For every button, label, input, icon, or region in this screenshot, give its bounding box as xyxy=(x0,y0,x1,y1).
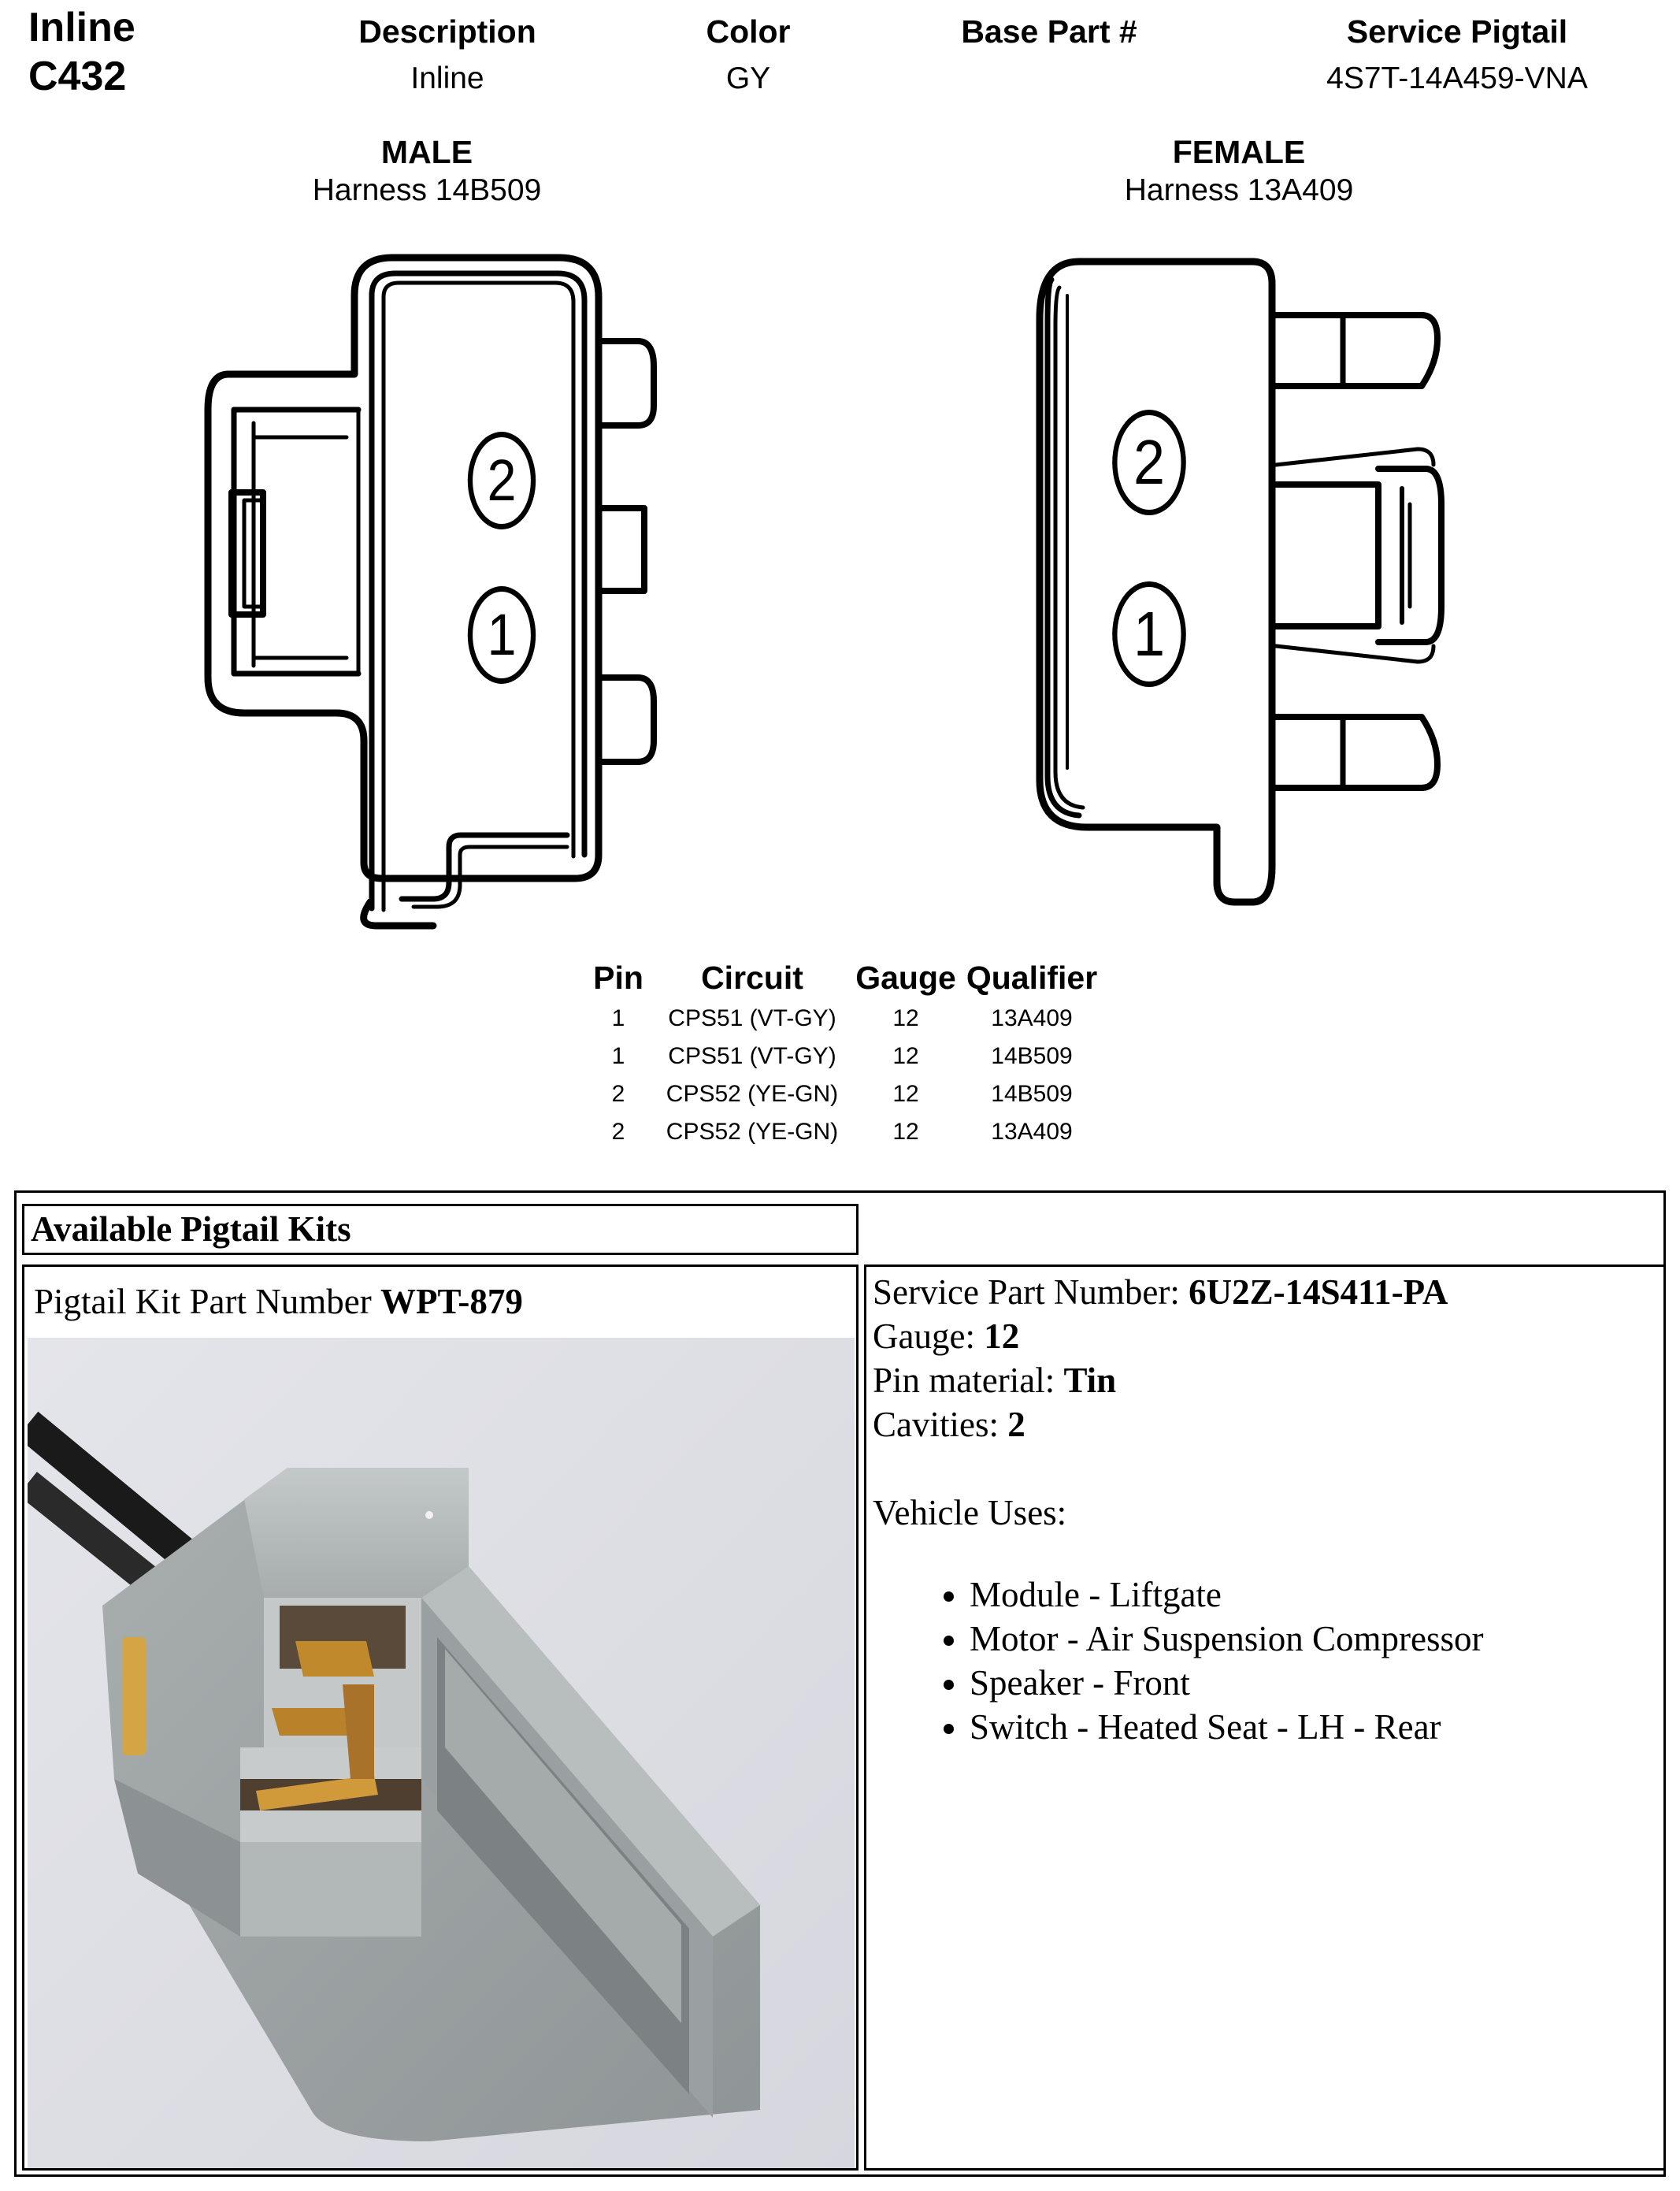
table-row xyxy=(579,1113,1099,1151)
service-pigtail-label: Service Pigtail xyxy=(1346,13,1568,50)
list-item: • Motor - Air Suspension Compressor xyxy=(970,1617,1663,1661)
gauge-header: Gauge xyxy=(855,960,956,996)
circuit-cell: CPS52 (YE-GN) xyxy=(666,1081,839,1107)
pin-cell: 2 xyxy=(611,1119,625,1145)
connector-type: Inline xyxy=(28,5,135,50)
pigtail-kit-panel xyxy=(22,1264,859,2171)
kit-label: Pigtail Kit Part Number xyxy=(34,1282,372,1321)
pin-table-header xyxy=(579,956,1099,1000)
qualifier-cell: 13A409 xyxy=(991,1119,1073,1145)
kit-number: WPT-879 xyxy=(380,1282,523,1321)
gauge-cell: 12 xyxy=(892,1119,919,1145)
circuit-header: Circuit xyxy=(701,960,803,996)
color-label: Color xyxy=(706,13,791,50)
table-row xyxy=(579,1075,1099,1113)
description-value: Inline xyxy=(410,61,484,95)
female-title: FEMALE xyxy=(1172,134,1306,170)
qualifier-cell: 14B509 xyxy=(991,1081,1073,1107)
circuit-cell: CPS51 (VT-GY) xyxy=(668,1043,836,1069)
qualifier-header: Qualifier xyxy=(966,960,1098,996)
pigtail-kit-details xyxy=(864,1264,1666,2171)
table-row xyxy=(579,1038,1099,1075)
male-pin-2-label: 2 xyxy=(487,447,517,513)
service-part-value: 6U2Z-14S411-PA xyxy=(1189,1272,1448,1312)
pin-table xyxy=(579,956,1099,1151)
female-terminal-bottom xyxy=(1276,717,1437,788)
side-latch xyxy=(122,1637,146,1755)
circuit-cell: CPS52 (YE-GN) xyxy=(666,1119,839,1145)
service-part-label: Service Part Number: xyxy=(873,1272,1180,1312)
qualifier-cell: 13A409 xyxy=(991,1005,1073,1031)
circuit-cell: CPS51 (VT-GY) xyxy=(668,1005,836,1031)
spacer xyxy=(873,1446,1663,1491)
connector-id: C432 xyxy=(28,54,127,99)
gauge-label: Gauge: xyxy=(873,1316,975,1356)
pin-header: Pin xyxy=(593,960,643,996)
gauge-cell: 12 xyxy=(892,1081,919,1107)
cavities-value: 2 xyxy=(1007,1405,1025,1444)
male-title: MALE xyxy=(380,134,473,170)
service-pigtail-column xyxy=(1292,11,1623,99)
pigtail-kits-heading: Available Pigtail Kits xyxy=(22,1204,859,1255)
male-blade-mid xyxy=(603,508,644,591)
male-pin-2-circle xyxy=(468,432,536,529)
gauge-value: 12 xyxy=(984,1316,1020,1356)
description-column xyxy=(282,11,613,99)
male-heading xyxy=(206,132,647,210)
male-blade-top xyxy=(603,341,654,425)
pin-material-line xyxy=(873,1358,1663,1402)
male-blade-bottom xyxy=(603,678,654,762)
male-pin-1-label: 1 xyxy=(487,602,517,667)
male-connector-diagram xyxy=(197,248,669,941)
female-pin-1-circle xyxy=(1112,581,1186,687)
base-part-column xyxy=(884,11,1215,58)
pin-material-value: Tin xyxy=(1063,1361,1117,1400)
vehicle-uses-list xyxy=(873,1573,1663,1749)
female-pin-2-circle xyxy=(1112,410,1186,515)
pin-cell: 2 xyxy=(611,1081,625,1107)
gauge-cell: 12 xyxy=(892,1043,919,1069)
female-heading xyxy=(1018,132,1459,210)
vehicle-uses-label: Vehicle Uses: xyxy=(873,1493,1067,1532)
female-harness: Harness 13A409 xyxy=(1124,173,1354,207)
female-pin-1-label: 1 xyxy=(1133,599,1166,669)
pigtail-kit-part-number xyxy=(34,1279,856,1324)
female-connector-diagram xyxy=(1024,252,1465,930)
list-item: • Switch - Heated Seat - LH - Rear xyxy=(970,1705,1663,1749)
cavities-label: Cavities: xyxy=(873,1405,999,1444)
pin-material-label: Pin material: xyxy=(873,1361,1055,1400)
pin-cell: 1 xyxy=(611,1043,625,1069)
female-terminal-top xyxy=(1276,315,1437,386)
cavities-line xyxy=(873,1402,1663,1446)
female-pin-2-label: 2 xyxy=(1133,427,1166,497)
male-harness: Harness 14B509 xyxy=(312,173,542,207)
service-pigtail-value: 4S7T-14A459-VNA xyxy=(1326,61,1588,95)
gauge-cell: 12 xyxy=(892,1005,919,1031)
color-value: GY xyxy=(725,61,771,95)
color-column xyxy=(583,11,914,99)
female-terminal-mid xyxy=(1276,485,1378,626)
pin-cell: 1 xyxy=(611,1005,625,1031)
male-housing-outline xyxy=(208,258,599,878)
pigtail-photo xyxy=(28,1338,855,2169)
gauge-line xyxy=(873,1314,1663,1358)
description-label: Description xyxy=(358,13,536,50)
male-pin-1-circle xyxy=(468,586,536,684)
list-item: • Speaker - Front xyxy=(970,1661,1663,1705)
qualifier-cell: 14B509 xyxy=(991,1043,1073,1069)
connector-title xyxy=(28,3,135,101)
table-row xyxy=(579,1000,1099,1038)
base-part-label: Base Part # xyxy=(961,13,1137,50)
list-item: • Module - Liftgate xyxy=(970,1573,1663,1617)
service-part-line xyxy=(873,1270,1663,1314)
